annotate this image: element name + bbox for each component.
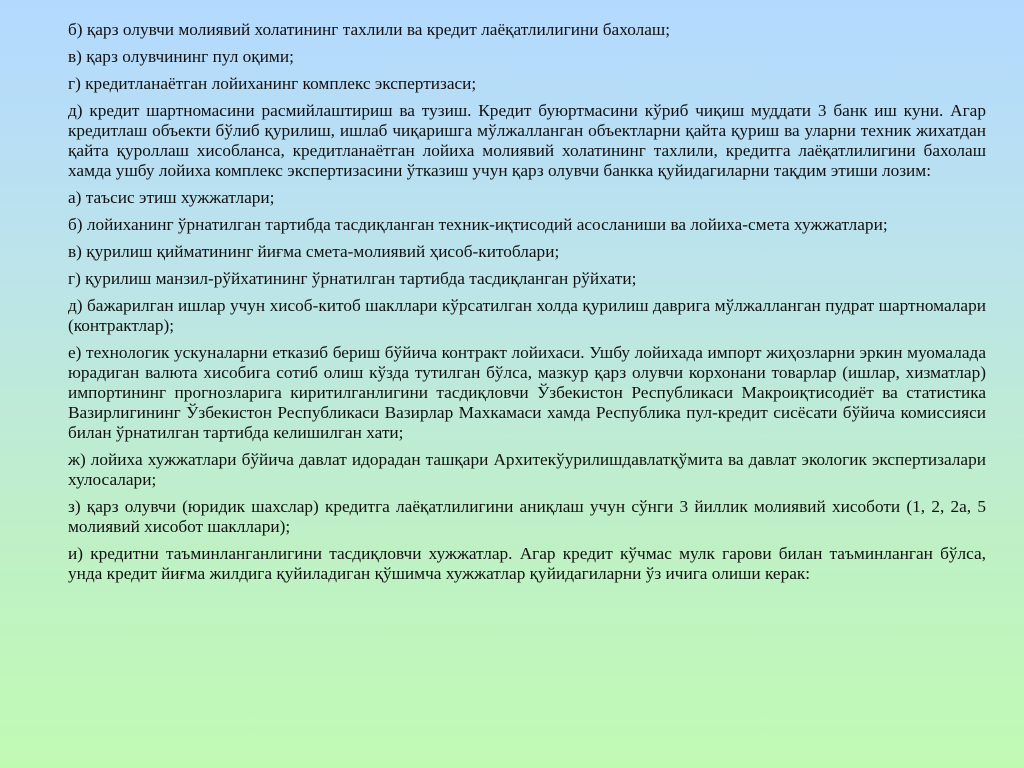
list-item-e: е) технологик ускуналарни етказиб бериш бўйича контракт лойихаси. Ушбу лойихада импорт жиҳозларни эркин муомалада юрадиган валюта хисобига сотиб олиш кўзда тутилган бўлса, мазкур қарз олувчи корхонани товарлар (ишлар, хизматлар) импортининг прогнозларига киритилганлигини тасдиқловчи Ўзбекистон Республикаси Макроиқтисодиёт ва статистика Вазирлигининг Ўзбекистон Республикаси Вазирлар Махкамаси хамда Республика пул-кредит сисёсати бўйича комиссияси билан ўрнатилган тартибда келишилган хати; (68, 343, 986, 442)
list-item-d: д) бажарилган ишлар учун хисоб-китоб шакллари кўрсатилган холда қурилиш даврига мўлжалланган пудрат шартномалари (контрактлар); (68, 296, 986, 335)
paragraph-d-contract: д) кредит шартномасини расмийлаштириш ва тузиш. Кредит буюртмасини кўриб чиқиш муддати 3 банк иш куни. Агар кредитлаш объекти бўлиб қурилиш, ишлаб чиқаришга мўлжалланган объектларни қайта қуриш ва уларни техник жихатдан қайта қуроллаш хисобланса, кредитланаётган лойиха молиявий холатининг тахлили, кредитга лаёқатлилигини бахолаш хамда ушбу лойиха комплекс экспертизасини ўтказиш учун қарз олувчи банкка қуйидагиларни тақдим этиши лозим: (68, 101, 986, 180)
list-item-v: в) қурилиш қийматининг йиғма смета-молиявий ҳисоб-китоблари; (68, 242, 560, 261)
list-item-b: б) лойиханинг ўрнатилган тартибда тасдиқланган техник-иқтисодий асосланиши ва лойиха-смета хужжатлари; (68, 215, 888, 234)
paragraph-g-project-expertise: г) кредитланаётган лойиханинг комплекс экспертизаси; (68, 74, 477, 93)
paragraph-v-cash-flow: в) қарз олувчининг пул оқими; (68, 47, 294, 66)
list-item-a: а) таъсис этиш хужжатлари; (68, 188, 275, 207)
list-item-i: и) кредитни таъминланганлигини тасдиқловчи хужжатлар. Агар кредит кўчмас мулк гарови билан таъминланган бўлса, унда кредит йиғма жилдига қуйиладиган қўшимча хужжатлар қуйидагиларни ўз ичига олиши керак: (68, 544, 986, 583)
list-item-zh: ж) лойиха хужжатлари бўйича давлат идорадан ташқари Архитекўурилишдавлатқўмита ва давлат экологик экспертизалари хулосалари; (68, 450, 986, 489)
list-item-z: з) қарз олувчи (юридик шахслар) кредитга лаёқатлилигини аниқлаш учун сўнги 3 йиллик молиявий хисоботи (1, 2, 2а, 5 молиявий хисобот шакллари); (68, 497, 986, 536)
paragraph-b-financial-analysis: б) қарз олувчи молиявий холатининг тахлили ва кредит лаёқатлилигини бахолаш; (68, 20, 671, 39)
slide-content (68, 20, 986, 591)
list-item-g: г) қурилиш манзил-рўйхатининг ўрнатилган тартибда тасдиқланган рўйхати; (68, 269, 637, 288)
